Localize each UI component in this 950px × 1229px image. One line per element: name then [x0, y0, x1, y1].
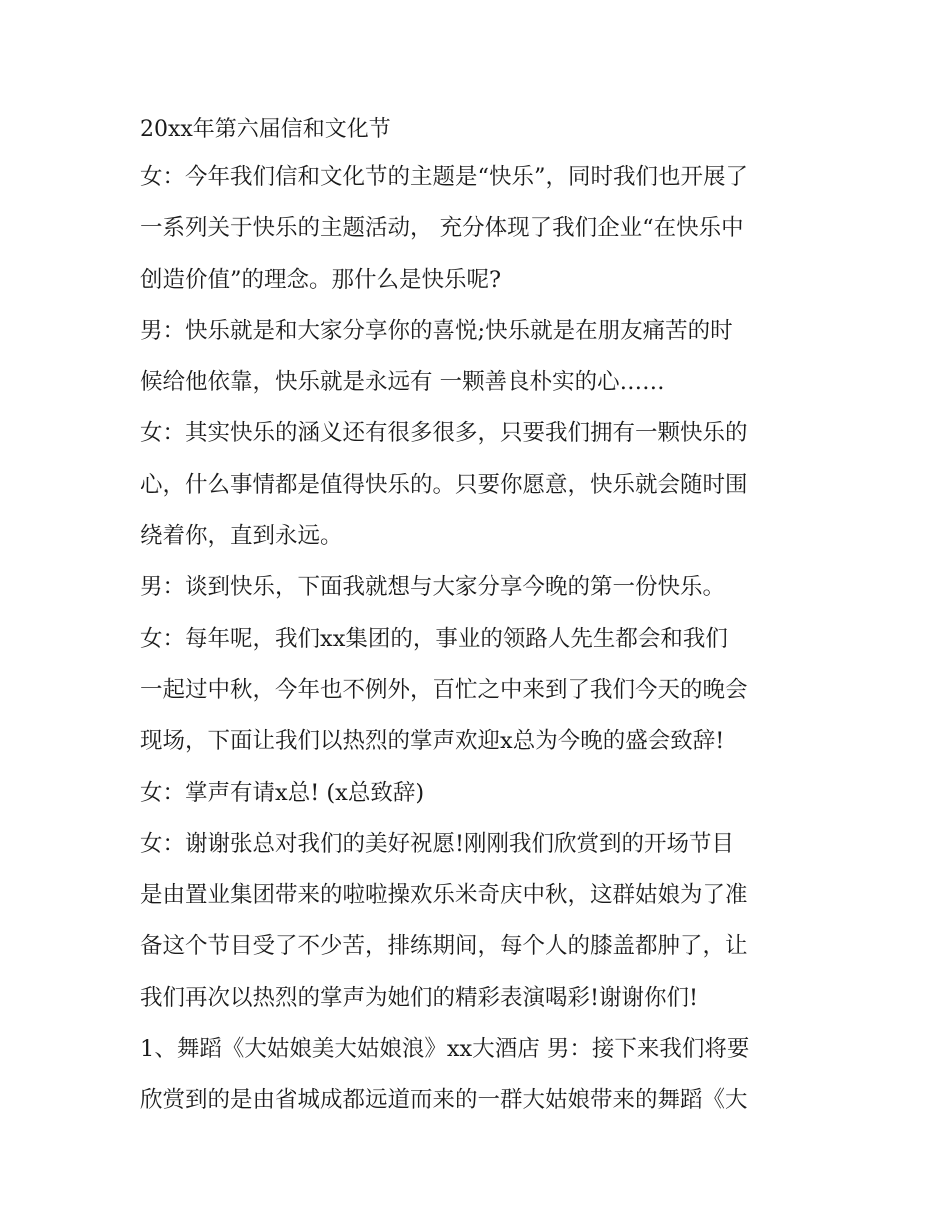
text-line: 女：谢谢张总对我们的美好祝愿!刚刚我们欣赏到的开场节目 [140, 830, 735, 857]
text-line: 男：谈到快乐，下面我就想与大家分享今晚的第一份快乐。 [140, 574, 726, 601]
text-line: 一起过中秋，今年也不例外，百忙之中来到了我们今天的晚会 [140, 676, 748, 703]
text-line: 女：掌声有请x总! (x总致辞) [140, 779, 425, 806]
text-line: 男：快乐就是和大家分享你的喜悦;快乐就是在朋友痛苦的时 [140, 317, 733, 344]
document-title: 20xx年第六届信和文化节 [140, 117, 391, 142]
text-line: 绕着你，直到永远。 [140, 523, 343, 550]
document-body [140, 111, 820, 1127]
text-line: 女：其实快乐的涵义还有很多很多，只要我们拥有一颗快乐的 [140, 420, 748, 447]
text-line: 候给他依靠，快乐就是永远有 一颗善良朴实的心…… [140, 369, 665, 396]
text-line: 心，什么事情都是值得快乐的。只要你愿意，快乐就会随时围 [140, 471, 748, 498]
text-line: 1、舞蹈《大姑娘美大姑娘浪》xx大酒店 男：接下来我们将要 [140, 1036, 750, 1063]
text-line: 备这个节目受了不少苦，排练期间，每个人的膝盖都肿了，让 [140, 933, 748, 960]
text-line: 是由置业集团带来的啦啦操欢乐米奇庆中秋，这群姑娘为了准 [140, 882, 748, 909]
text-line: 一系列关于快乐的主题活动， 充分体现了我们企业“在快乐中 [140, 215, 744, 242]
text-line: 女：每年呢，我们xx集团的，事业的领路人先生都会和我们 [140, 625, 728, 652]
text-line: 现场，下面让我们以热烈的掌声欢迎x总为今晚的盛会致辞! [140, 728, 725, 755]
text-line: 创造价值”的理念。那什么是快乐呢? [140, 266, 502, 293]
text-line: 欣赏到的是由省城成都远道而来的一群大姑娘带来的舞蹈《大 [140, 1087, 748, 1114]
text-line: 女：今年我们信和文化节的主题是“快乐”，同时我们也开展了 [140, 164, 749, 190]
text-line: 我们再次以热烈的掌声为她们的精彩表演喝彩!谢谢你们! [140, 984, 699, 1011]
